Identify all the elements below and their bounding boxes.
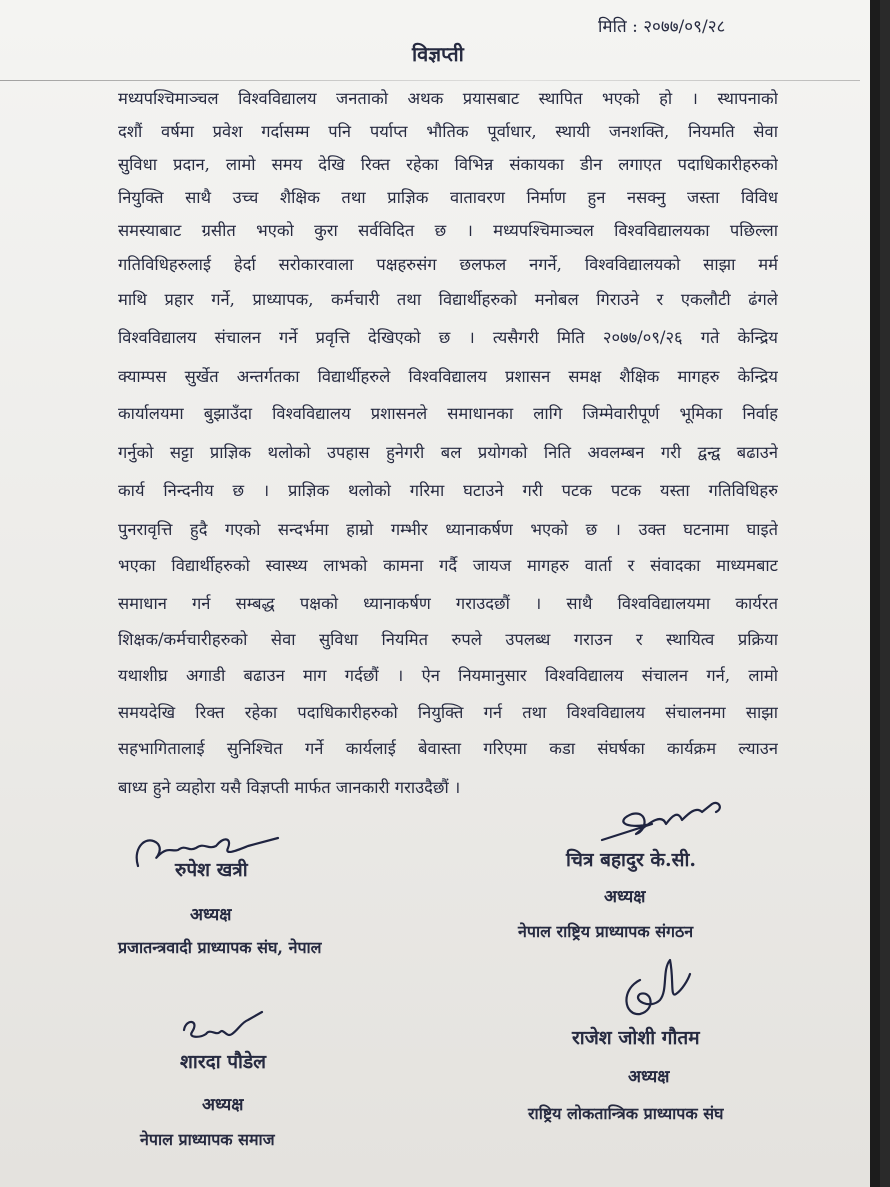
signatory-role: अध्यक्ष [202, 1095, 244, 1115]
document-title: विज्ञप्ती [412, 42, 464, 66]
paper-fold-line [0, 80, 860, 81]
body-line: सहभागितालाई सुनिश्चित गर्ने कार्यलाई बेवास्ता गरिएमा कडा संघर्षका कार्यक्रम ल्याउन [118, 739, 778, 758]
body-line: माथि प्रहार गर्ने, प्राध्यापक, कर्मचारी तथा विद्यार्थीहरुको मनोबल गिराउने र एकलौटी ढंगले [118, 290, 778, 309]
body-line: समस्याबाट ग्रसीत भएको कुरा सर्वविदित छ । मध्यपश्चिमाञ्चल विश्वविद्यालयका पछिल्ला [118, 221, 778, 240]
body-line: भएका विद्यार्थीहरुको स्वास्थ्य लाभको कामना गर्दै जायज मागहरु वार्ता र संवादका माध्यमबाट [118, 556, 778, 575]
body-line: सुविधा प्रदान, लामो समय देखि रिक्त रहेका विभिन्न संकायका डीन लगाएत पदाधिकारीहरुको [118, 155, 778, 174]
document-date: मिति : २०७७/०९/२८ [598, 17, 726, 37]
signatory-name: चित्र बहादुर के.सी. [566, 849, 697, 871]
body-line: समाधान गर्न सम्बद्ध पक्षको ध्यानाकर्षण गराउदछौं । साथै विश्वविद्यालयमा कार्यरत [118, 594, 778, 613]
signatory-organization: नेपाल राष्ट्रिय प्राध्यापक संगठन [518, 922, 694, 941]
page-edge-shadow [870, 0, 880, 1187]
body-line: विश्वविद्यालय संचालन गर्ने प्रवृत्ति देखिएको छ । त्यसैगरी मिति २०७७/०९/२६ गते केन्द्रिय [118, 328, 778, 347]
body-line: मध्यपश्चिमाञ्चल विश्वविद्यालय जनताको अथक प्रयासबाट स्थापित भएको हो । स्थापनाको [118, 89, 778, 108]
body-line: कार्यालयमा बुझाउँदा विश्वविद्यालय प्रशासनले समाधानका लागि जिम्मेवारीपूर्ण भूमिका निर्वाह [118, 404, 778, 423]
body-line: गर्नुको सट्टा प्राज्ञिक थलोको उपहास हुनेगरी बल प्रयोगको निति अवलम्बन गरी द्वन्द्व बढाउने [118, 443, 778, 462]
body-line: पुनरावृत्ति हुदै गएको सन्दर्भमा हाम्रो गम्भीर ध्यानाकर्षण भएको छ । उक्त घटनामा घाइते [118, 520, 778, 539]
body-line: गतिविधिहरुलाई हेर्दा सरोकारवाला पक्षहरुसंग छलफल नगर्ने, विश्वविद्यालयको साझा मर्म [118, 255, 778, 274]
body-line: शिक्षक/कर्मचारीहरुको सेवा सुविधा नियमित रुपले उपलब्ध गराउन र स्थायित्व प्रक्रिया [118, 630, 778, 649]
body-line: नियुक्ति साथै उच्च शैक्षिक तथा प्राज्ञिक वातावरण निर्माण हुन नसक्नु जस्ता विविध [118, 188, 778, 207]
signatory-organization: राष्ट्रिय लोकतान्त्रिक प्राध्यापक संघ [528, 1104, 724, 1123]
signatory-organization: प्रजातन्त्रवादी प्राध्यापक संघ, नेपाल [118, 938, 322, 957]
body-line: समयदेखि रिक्त रहेका पदाधिकारीहरुको नियुक्ति गर्न तथा विश्वविद्यालय संचालनमा साझा [118, 703, 778, 722]
signatory-name: राजेश जोशी गौतम [572, 1027, 700, 1049]
signatory-name: शारदा पौडेल [180, 1051, 266, 1073]
body-line: क्याम्पस सुर्खेत अन्तर्गतका विद्यार्थीहरुले विश्वविद्यालय प्रशासन समक्ष शैक्षिक मागहरु केन्द्रिय [118, 367, 778, 386]
body-line: यथाशीघ्र अगाडी बढाउन माग गर्दछौं । ऐन नियमानुसार विश्वविद्यालय संचालन गर्न, लामो [118, 666, 778, 685]
signatory-role: अध्यक्ष [628, 1067, 670, 1087]
signature-sharada [176, 1008, 276, 1052]
signature-chitra [592, 790, 742, 850]
signatory-role: अध्यक्ष [190, 905, 232, 925]
body-line: बाध्य हुने व्यहोरा यसै विज्ञप्ती मार्फत जानकारी गराउदैछौं । [118, 778, 461, 797]
body-line: दशौं वर्षमा प्रवेश गर्दासम्म पनि पर्याप्त भौतिक पूर्वाधार, स्थायी जनशक्ति, नियमति सेवा [118, 122, 778, 141]
signatory-name: रुपेश खत्री [175, 859, 248, 881]
signatory-organization: नेपाल प्राध्यापक समाज [140, 1130, 275, 1149]
body-line: कार्य निन्दनीय छ । प्राज्ञिक थलोको गरिमा घटाउने गरी पटक पटक यस्ता गतिविधिहरु [118, 481, 778, 500]
signatory-role: अध्यक्ष [604, 887, 646, 907]
signature-rajesh [610, 950, 700, 1030]
